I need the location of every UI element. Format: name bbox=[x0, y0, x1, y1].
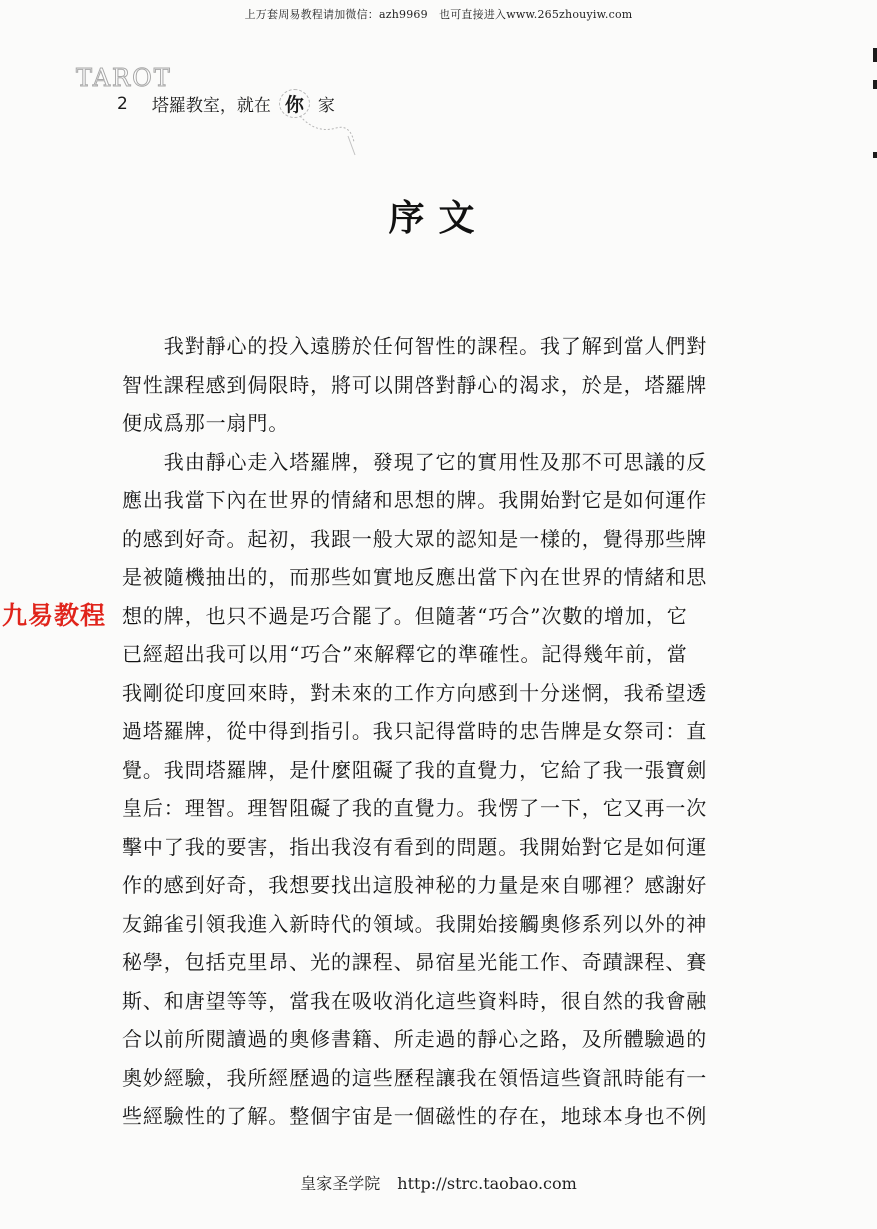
text-line: 的感到好奇。起初，我跟一般大眾的認知是一樣的，覺得那些牌 bbox=[122, 526, 708, 551]
page-number: 2 bbox=[117, 93, 128, 114]
body-text bbox=[122, 327, 752, 1136]
text-line: 已經超出我可以用“巧合”來解釋它的準確性。記得幾年前，當 bbox=[122, 642, 688, 666]
text-line: 友錦雀引領我進入新時代的領域。我開始接觸奧修系列以外的神 bbox=[122, 911, 708, 936]
tarot-logo: TAROT bbox=[76, 64, 172, 92]
text-line: 作的感到好奇，我想要找出這股神秘的力量是來自哪裡？感謝好 bbox=[122, 873, 708, 897]
footer bbox=[0, 1171, 877, 1194]
text-line: 皇后：理智。理智阻礙了我的直覺力。我愣了一下，它又再一次 bbox=[122, 796, 708, 820]
scan-edge-mark bbox=[873, 80, 877, 89]
text-line: 覺。我問塔羅牌，是什麼阻礙了我的直覺力，它給了我一張寶劍 bbox=[122, 757, 708, 782]
watermark-label: 九易教程 bbox=[2, 601, 107, 630]
decorative-swirl-icon bbox=[298, 112, 358, 157]
text-line: 我對靜心的投入遠勝於任何智性的課程。我了解到當人們對 bbox=[122, 334, 708, 358]
text-line: 斯、和唐望等等，當我在吸收消化這些資料時，很自然的我會融 bbox=[122, 988, 708, 1013]
text-line: 應出我當下內在世界的情緒和思想的牌。我開始對它是如何運作 bbox=[122, 488, 708, 512]
top-banner: 上万套周易教程请加微信：azh9969 也可直接进入www.265zhouyiw.com bbox=[244, 8, 633, 21]
text-line: 擊中了我的要害，指出我沒有看到的問題。我開始對它是如何運 bbox=[122, 834, 708, 859]
text-line: 些經驗性的了解。整個宇宙是一個磁性的存在，地球本身也不例 bbox=[122, 1104, 708, 1128]
paragraph-2 bbox=[122, 443, 752, 1136]
text-line: 我剛從印度回來時，對未來的工作方向感到十分迷惘，我希望透 bbox=[122, 680, 708, 705]
scan-edge-mark bbox=[873, 152, 877, 158]
running-title-you: 你 bbox=[279, 89, 310, 118]
text-line: 我由靜心走入塔羅牌，發現了它的實用性及那不可思議的反 bbox=[122, 449, 708, 474]
text-line: 智性課程感到侷限時，將可以開啓對靜心的渴求，於是，塔羅牌 bbox=[122, 372, 708, 397]
text-line: 便成爲那一扇門。 bbox=[122, 411, 290, 435]
scan-edge-mark bbox=[873, 48, 877, 62]
footer-url: http://strc.taobao.com bbox=[397, 1174, 577, 1193]
text-line: 是被隨機抽出的，而那些如實地反應出當下內在世界的情緒和思 bbox=[122, 565, 708, 589]
running-title-suffix: 家 bbox=[317, 96, 335, 116]
text-line: 秘學，包括克里昂、光的課程、昴宿星光能工作、奇蹟課程、賽 bbox=[122, 950, 708, 974]
text-line: 奧妙經驗，我所經歷過的這些歷程讓我在領悟這些資訊時能有一 bbox=[122, 1065, 708, 1090]
paragraph-1 bbox=[122, 327, 752, 443]
text-line: 想的牌，也只不過是巧合罷了。但隨著“巧合”次數的增加，它 bbox=[122, 603, 688, 628]
text-line: 過塔羅牌，從中得到指引。我只記得當時的忠告牌是女祭司：直 bbox=[122, 719, 708, 743]
running-title-prefix: 塔羅教室，就在 bbox=[151, 96, 271, 116]
text-line: 合以前所閱讀過的奧修書籍、所走過的靜心之路，及所體驗過的 bbox=[122, 1027, 708, 1051]
chapter-title: 序文 bbox=[388, 197, 489, 239]
footer-name: 皇家圣学院 bbox=[300, 1174, 381, 1193]
